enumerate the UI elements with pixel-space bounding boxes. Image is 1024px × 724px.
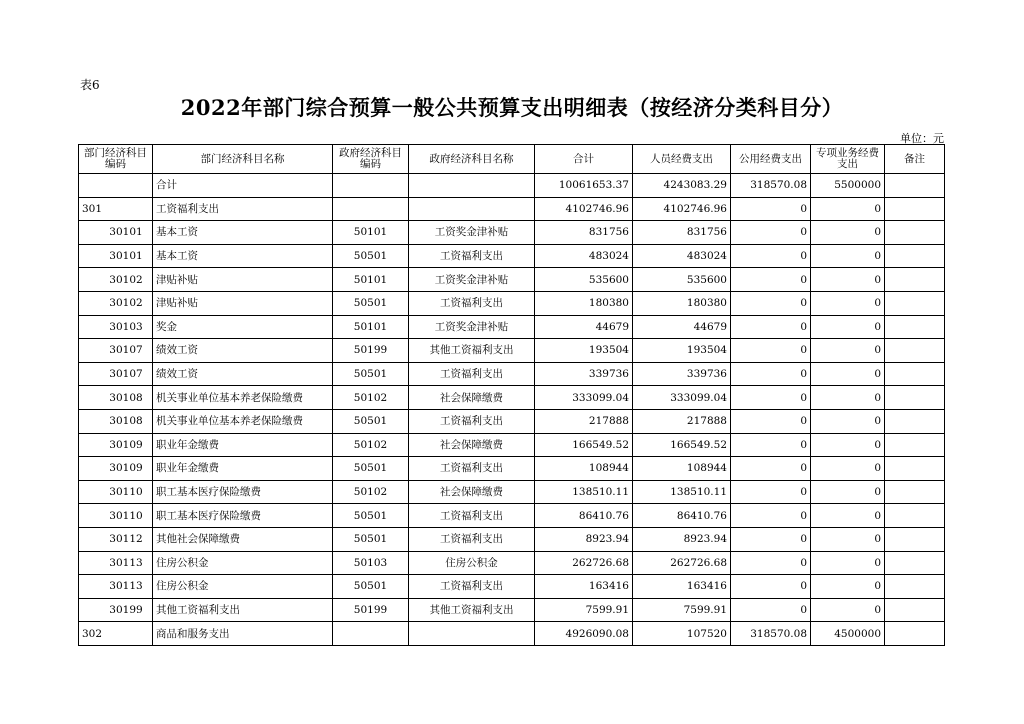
header-special: 专项业务经费支出 [811,145,885,174]
cell-code: 301 [79,197,153,221]
cell-special: 0 [811,315,885,339]
cell-gname: 工资奖金津补贴 [409,221,535,245]
cell-gcode: 50102 [333,480,409,504]
table-row [79,339,945,363]
cell-gname: 社会保障缴费 [409,386,535,410]
cell-name: 合计 [153,174,333,198]
cell-gcode [333,174,409,198]
cell-total: 108944 [535,457,633,481]
table-row [79,480,945,504]
cell-code: 302 [79,622,153,646]
table-row [79,244,945,268]
cell-name: 基本工资 [153,244,333,268]
cell-remarks [885,268,945,292]
cell-public: 0 [731,527,811,551]
table-row [79,433,945,457]
cell-remarks [885,622,945,646]
header-remarks: 备注 [885,145,945,174]
cell-special: 0 [811,409,885,433]
cell-special: 0 [811,386,885,410]
cell-name: 绩效工资 [153,362,333,386]
cell-personnel: 138510.11 [633,480,731,504]
cell-gname [409,622,535,646]
cell-special: 0 [811,457,885,481]
header-dept-code: 部门经济科目编码 [79,145,153,174]
cell-public: 318570.08 [731,174,811,198]
cell-gcode: 50501 [333,457,409,481]
cell-personnel: 86410.76 [633,504,731,528]
cell-gcode: 50501 [333,362,409,386]
cell-special: 0 [811,268,885,292]
cell-public: 0 [731,504,811,528]
cell-remarks [885,504,945,528]
cell-code: 30101 [79,244,153,268]
cell-public: 0 [731,244,811,268]
cell-public: 0 [731,433,811,457]
cell-name: 津贴补贴 [153,268,333,292]
cell-special: 0 [811,575,885,599]
cell-gname: 工资福利支出 [409,504,535,528]
cell-special: 0 [811,197,885,221]
cell-remarks [885,433,945,457]
cell-code: 30107 [79,339,153,363]
cell-gname [409,174,535,198]
cell-total: 217888 [535,409,633,433]
cell-gname: 工资奖金津补贴 [409,268,535,292]
cell-total: 483024 [535,244,633,268]
cell-name: 津贴补贴 [153,291,333,315]
cell-remarks [885,480,945,504]
cell-gname: 社会保障缴费 [409,480,535,504]
cell-name: 职业年金缴费 [153,457,333,481]
cell-total: 163416 [535,575,633,599]
cell-code: 30108 [79,409,153,433]
cell-code: 30107 [79,362,153,386]
cell-personnel: 339736 [633,362,731,386]
header-total: 合计 [535,145,633,174]
cell-total: 166549.52 [535,433,633,457]
cell-gcode: 50199 [333,598,409,622]
cell-gname: 工资福利支出 [409,409,535,433]
cell-gcode: 50101 [333,268,409,292]
cell-special: 5500000 [811,174,885,198]
cell-gname: 工资福利支出 [409,575,535,599]
cell-code: 30102 [79,268,153,292]
table-row [79,622,945,646]
cell-special: 0 [811,244,885,268]
cell-gcode: 50103 [333,551,409,575]
cell-total: 262726.68 [535,551,633,575]
cell-total: 339736 [535,362,633,386]
cell-gcode: 50501 [333,575,409,599]
table-row [79,291,945,315]
cell-personnel: 193504 [633,339,731,363]
cell-gcode: 50501 [333,527,409,551]
cell-name: 奖金 [153,315,333,339]
cell-personnel: 483024 [633,244,731,268]
cell-personnel: 535600 [633,268,731,292]
cell-total: 44679 [535,315,633,339]
cell-public: 0 [731,480,811,504]
cell-gcode: 50102 [333,386,409,410]
cell-name: 其他社会保障缴费 [153,527,333,551]
cell-name: 住房公积金 [153,575,333,599]
table-row [79,504,945,528]
cell-gcode [333,197,409,221]
cell-total: 193504 [535,339,633,363]
table-row [79,221,945,245]
cell-code: 30102 [79,291,153,315]
cell-remarks [885,409,945,433]
cell-gcode: 50501 [333,504,409,528]
cell-total: 138510.11 [535,480,633,504]
cell-name: 职业年金缴费 [153,433,333,457]
cell-remarks [885,339,945,363]
table-row [79,527,945,551]
cell-code: 30109 [79,457,153,481]
cell-personnel: 7599.91 [633,598,731,622]
cell-remarks [885,174,945,198]
cell-special: 0 [811,527,885,551]
table-row [79,268,945,292]
cell-name: 商品和服务支出 [153,622,333,646]
cell-code: 30199 [79,598,153,622]
cell-personnel: 108944 [633,457,731,481]
cell-public: 0 [731,315,811,339]
cell-remarks [885,291,945,315]
cell-personnel: 217888 [633,409,731,433]
cell-gname: 工资福利支出 [409,244,535,268]
cell-gcode: 50102 [333,433,409,457]
cell-special: 0 [811,598,885,622]
cell-public: 0 [731,197,811,221]
cell-remarks [885,457,945,481]
budget-table [78,144,945,646]
cell-personnel: 4243083.29 [633,174,731,198]
cell-code [79,174,153,198]
cell-name: 职工基本医疗保险缴费 [153,480,333,504]
cell-gcode [333,622,409,646]
cell-special: 0 [811,433,885,457]
cell-public: 0 [731,598,811,622]
total-row [79,174,945,198]
header-gov-name: 政府经济科目名称 [409,145,535,174]
cell-gcode: 50501 [333,291,409,315]
cell-gcode: 50101 [333,221,409,245]
cell-gcode: 50501 [333,244,409,268]
cell-gname: 住房公积金 [409,551,535,575]
table-row [79,457,945,481]
cell-personnel: 262726.68 [633,551,731,575]
cell-personnel: 166549.52 [633,433,731,457]
cell-special: 0 [811,480,885,504]
table-row [79,386,945,410]
cell-code: 30110 [79,480,153,504]
cell-gname [409,197,535,221]
cell-code: 30101 [79,221,153,245]
header-public: 公用经费支出 [731,145,811,174]
cell-gname: 其他工资福利支出 [409,339,535,363]
cell-public: 0 [731,409,811,433]
cell-public: 0 [731,362,811,386]
cell-public: 0 [731,457,811,481]
cell-gname: 工资福利支出 [409,527,535,551]
cell-remarks [885,362,945,386]
cell-personnel: 107520 [633,622,731,646]
cell-remarks [885,197,945,221]
cell-code: 30108 [79,386,153,410]
cell-public: 0 [731,221,811,245]
cell-public: 0 [731,386,811,410]
cell-gname: 社会保障缴费 [409,433,535,457]
cell-gname: 工资福利支出 [409,457,535,481]
table-row [79,598,945,622]
cell-total: 333099.04 [535,386,633,410]
cell-personnel: 333099.04 [633,386,731,410]
cell-total: 10061653.37 [535,174,633,198]
cell-remarks [885,315,945,339]
table-row [79,575,945,599]
cell-gname: 工资奖金津补贴 [409,315,535,339]
cell-gname: 工资福利支出 [409,362,535,386]
cell-special: 0 [811,291,885,315]
cell-personnel: 180380 [633,291,731,315]
cell-personnel: 44679 [633,315,731,339]
header-gov-code: 政府经济科目编码 [333,145,409,174]
cell-special: 4500000 [811,622,885,646]
table-label: 表6 [80,78,100,92]
cell-total: 831756 [535,221,633,245]
cell-special: 0 [811,339,885,363]
cell-code: 30113 [79,551,153,575]
cell-remarks [885,221,945,245]
cell-gcode: 50199 [333,339,409,363]
cell-total: 4926090.08 [535,622,633,646]
cell-name: 工资福利支出 [153,197,333,221]
cell-name: 基本工资 [153,221,333,245]
cell-gcode: 50501 [333,409,409,433]
cell-special: 0 [811,221,885,245]
table-row [79,551,945,575]
cell-total: 8923.94 [535,527,633,551]
cell-remarks [885,386,945,410]
cell-personnel: 4102746.96 [633,197,731,221]
cell-remarks [885,551,945,575]
cell-total: 180380 [535,291,633,315]
cell-code: 30109 [79,433,153,457]
cell-public: 0 [731,268,811,292]
cell-total: 7599.91 [535,598,633,622]
cell-personnel: 8923.94 [633,527,731,551]
unit-label: 单位：元 [900,132,944,145]
page-title: 2022年部门综合预算一般公共预算支出明细表（按经济分类科目分） [180,95,844,120]
table-header-row [79,145,945,174]
cell-gcode: 50101 [333,315,409,339]
cell-code: 30112 [79,527,153,551]
cell-remarks [885,575,945,599]
cell-public: 0 [731,339,811,363]
cell-personnel: 163416 [633,575,731,599]
cell-public: 0 [731,575,811,599]
cell-total: 86410.76 [535,504,633,528]
cell-remarks [885,244,945,268]
cell-special: 0 [811,504,885,528]
cell-remarks [885,527,945,551]
table-row [79,409,945,433]
cell-code: 30113 [79,575,153,599]
table-row [79,315,945,339]
cell-name: 机关事业单位基本养老保险缴费 [153,386,333,410]
cell-code: 30110 [79,504,153,528]
cell-special: 0 [811,362,885,386]
header-dept-name: 部门经济科目名称 [153,145,333,174]
header-personnel: 人员经费支出 [633,145,731,174]
table-row [79,197,945,221]
cell-personnel: 831756 [633,221,731,245]
table-row [79,362,945,386]
cell-name: 绩效工资 [153,339,333,363]
cell-gname: 工资福利支出 [409,291,535,315]
cell-name: 机关事业单位基本养老保险缴费 [153,409,333,433]
cell-remarks [885,598,945,622]
cell-public: 0 [731,551,811,575]
cell-name: 职工基本医疗保险缴费 [153,504,333,528]
cell-public: 0 [731,291,811,315]
cell-code: 30103 [79,315,153,339]
cell-total: 4102746.96 [535,197,633,221]
cell-public: 318570.08 [731,622,811,646]
cell-name: 住房公积金 [153,551,333,575]
cell-gname: 其他工资福利支出 [409,598,535,622]
cell-name: 其他工资福利支出 [153,598,333,622]
cell-total: 535600 [535,268,633,292]
cell-special: 0 [811,551,885,575]
